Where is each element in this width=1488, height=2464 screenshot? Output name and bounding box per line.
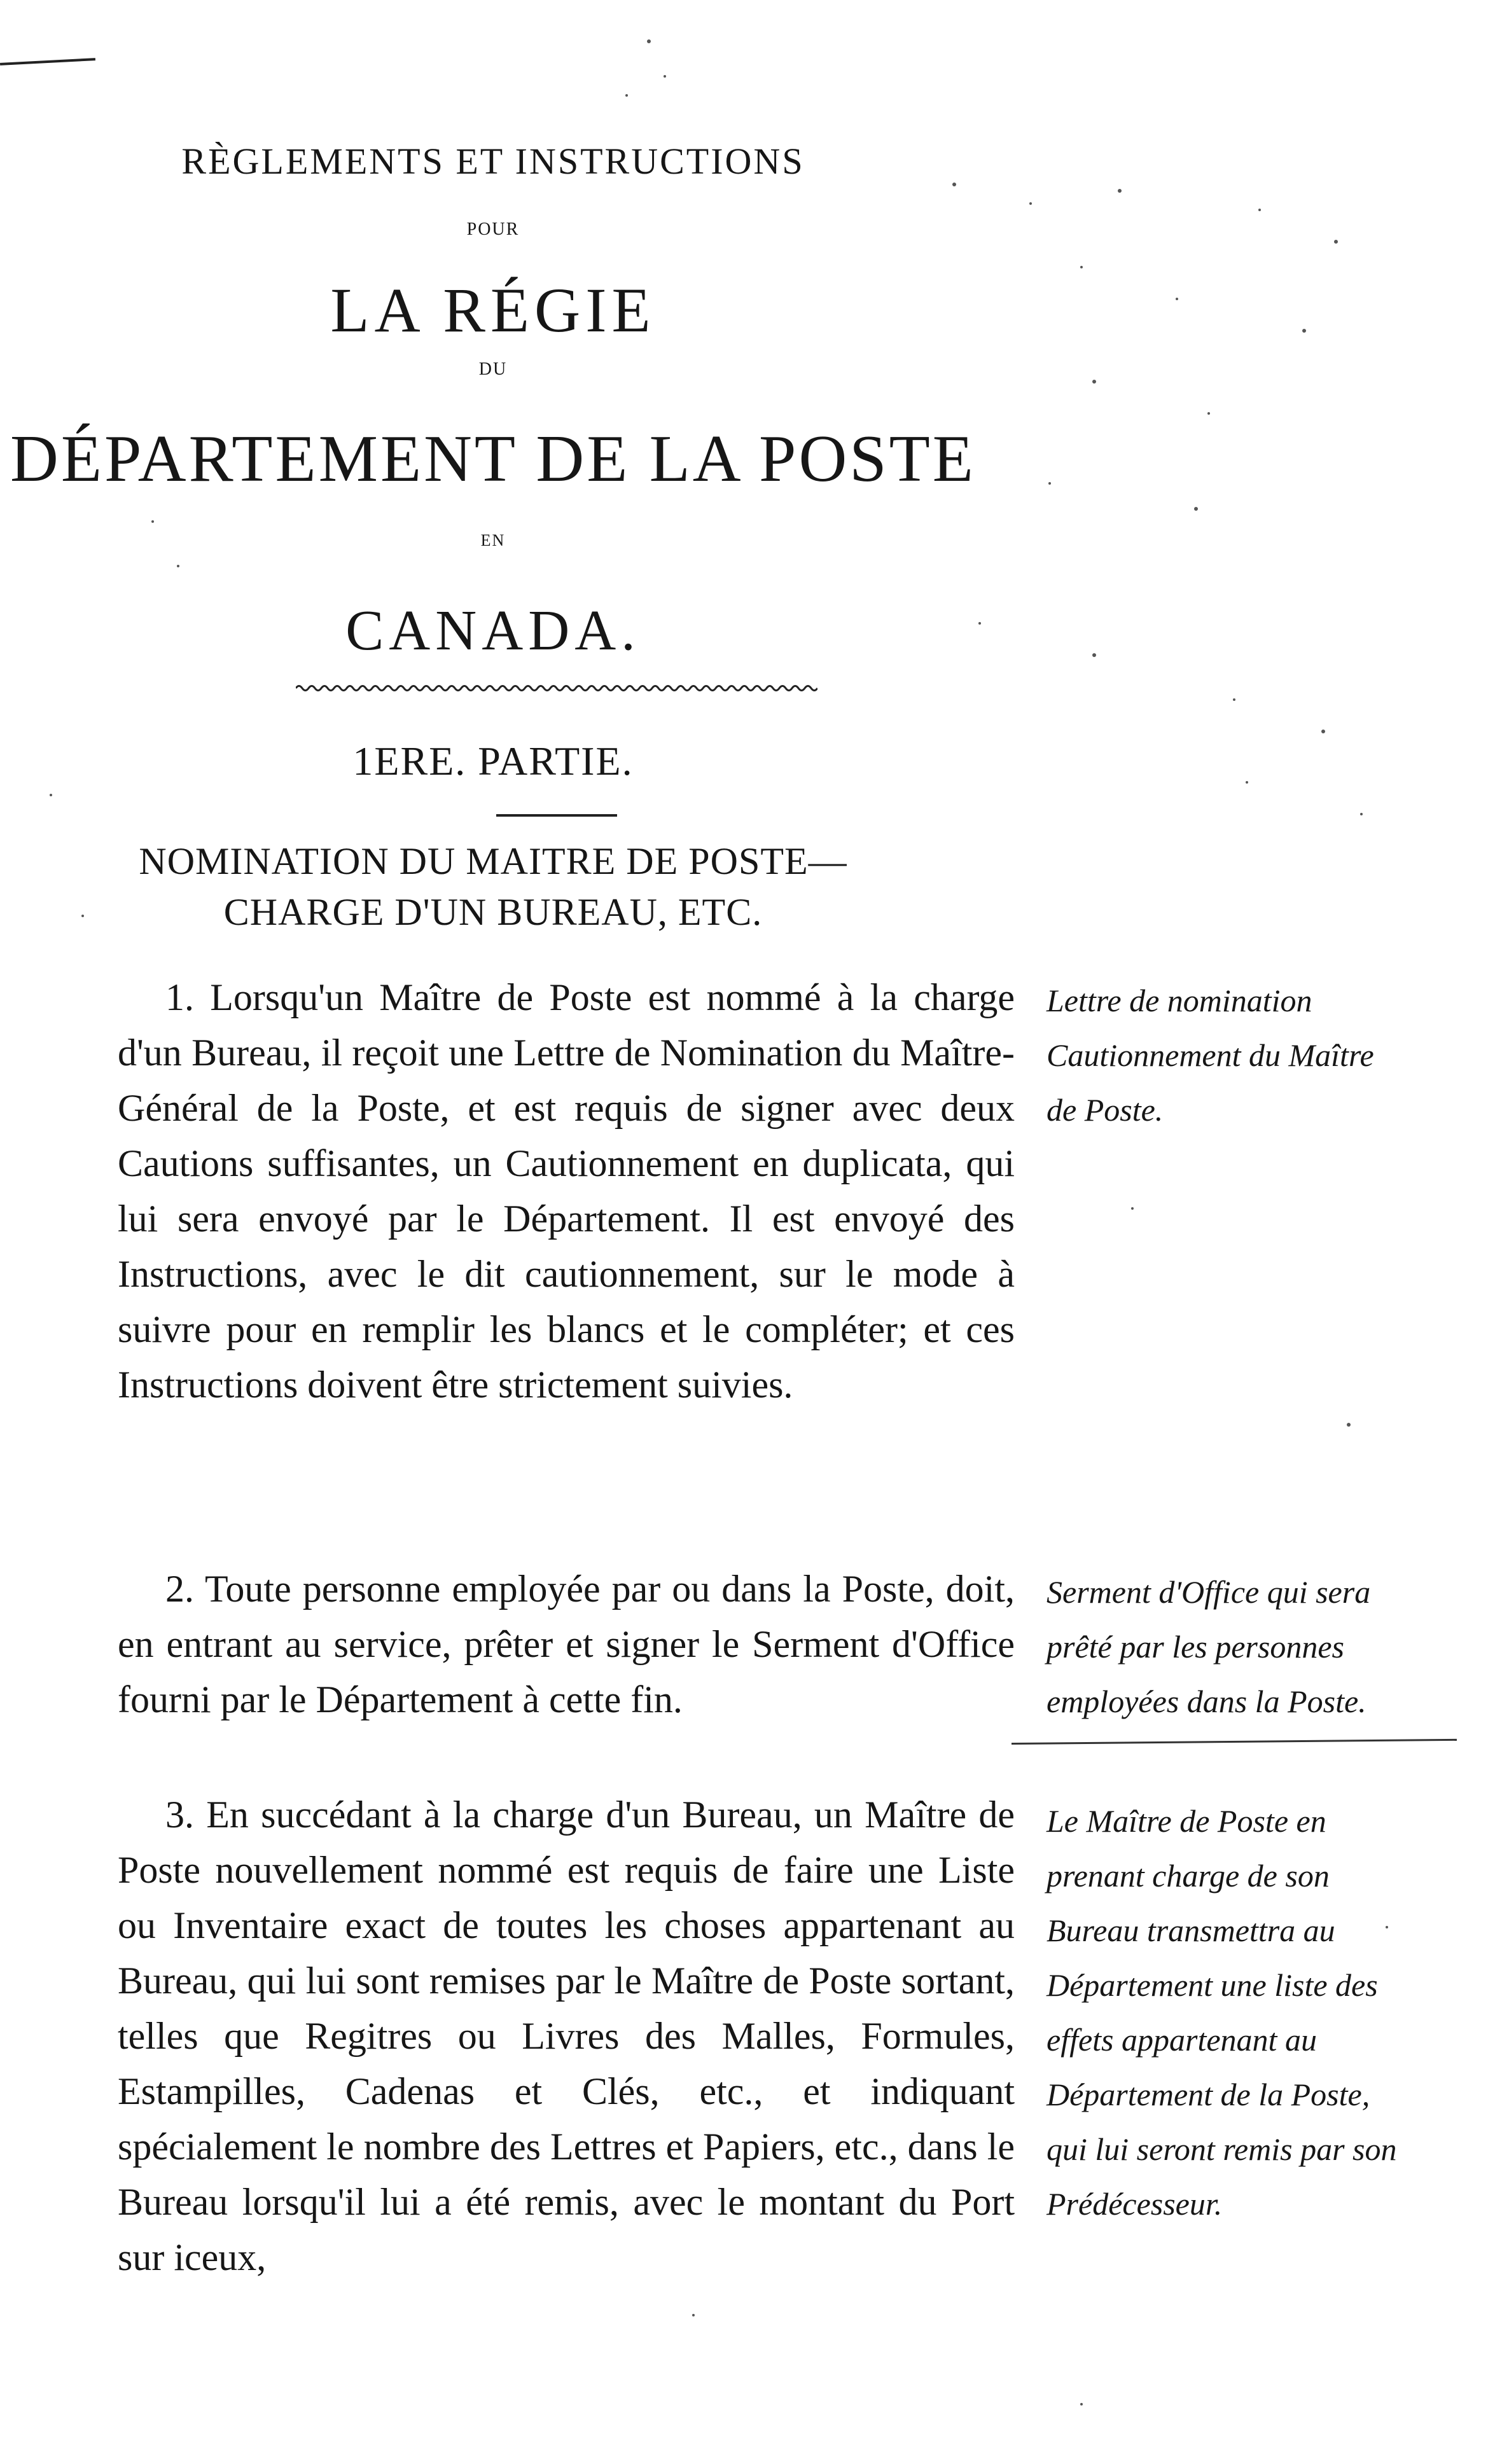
heading-la-regie: LA RÉGIE <box>330 275 656 345</box>
part-title: 1ERE. PARTIE. <box>352 738 634 784</box>
margin-note-3: Le Maître de Poste en prenant charge de son Bureau transmettra au Département une liste des effets appartenant au Département de la Poste, qui lui seront remis par son Prédécesseur. <box>1046 1803 1397 2222</box>
margin-note-1: Lettre de nomination Cautionnement du Maître de Poste. <box>1046 983 1374 1128</box>
heading-du: DU <box>478 359 508 379</box>
margin-note-2: Serment d'Office qui sera prêté par les personnes employées dans la Poste. <box>1046 1574 1371 1719</box>
paragraph-2: 2. Toute personne employée par ou dans la Poste, doit, en entrant au service, prêter et signer le Serment d'Office fourni par le Département à cette fin. <box>118 1568 1015 1720</box>
heading-reglements: RÈGLEMENTS ET INSTRUCTIONS <box>181 141 805 182</box>
margin-rule-line <box>1012 1739 1457 1745</box>
section-title-line-2: CHARGE D'UN BUREAU, ETC. <box>223 891 763 933</box>
wavy-divider <box>296 684 817 693</box>
heading-pour: POUR <box>466 219 520 239</box>
paragraph-3: 3. En succédant à la charge d'un Bureau, un Maître de Poste nouvellement nommé est requis de faire une Liste ou Inventaire exact de toutes les choses appartenant au Bureau, qui lui sont remises par le Maître de Poste sortant, telles que Regitres ou Livres des Malles, Formules, Estampilles, Cadenas et Clés, etc., et indiquant spécialement le nombre des Lettres et Papiers, etc., dans le Bureau lorsqu'il lui a été remis, avec le montant du Port sur iceux, <box>118 1794 1015 2278</box>
part-divider <box>496 814 617 817</box>
page-edge-mark <box>0 58 95 66</box>
section-title-line-1: NOMINATION DU MAITRE DE POSTE— <box>139 840 847 882</box>
heading-departement: DÉPARTEMENT DE LA POSTE <box>10 421 976 495</box>
heading-en: EN <box>480 531 506 550</box>
heading-canada: CANADA. <box>345 599 641 662</box>
paragraph-1: 1. Lorsqu'un Maître de Poste est nommé à la charge d'un Bureau, il reçoit une Lettre de Nomination du Maître-Général de la Poste, et est requis de signer avec deux Cautions suffisantes, un Cautionnement en duplicata, qui lui sera envoyé par le Département. Il est envoyé des Instructions, avec le dit cautionnement, sur le mode à suivre pour en remplir les blancs et le compléter; et ces Instructions doivent être strictement suivies. <box>118 976 1015 1406</box>
